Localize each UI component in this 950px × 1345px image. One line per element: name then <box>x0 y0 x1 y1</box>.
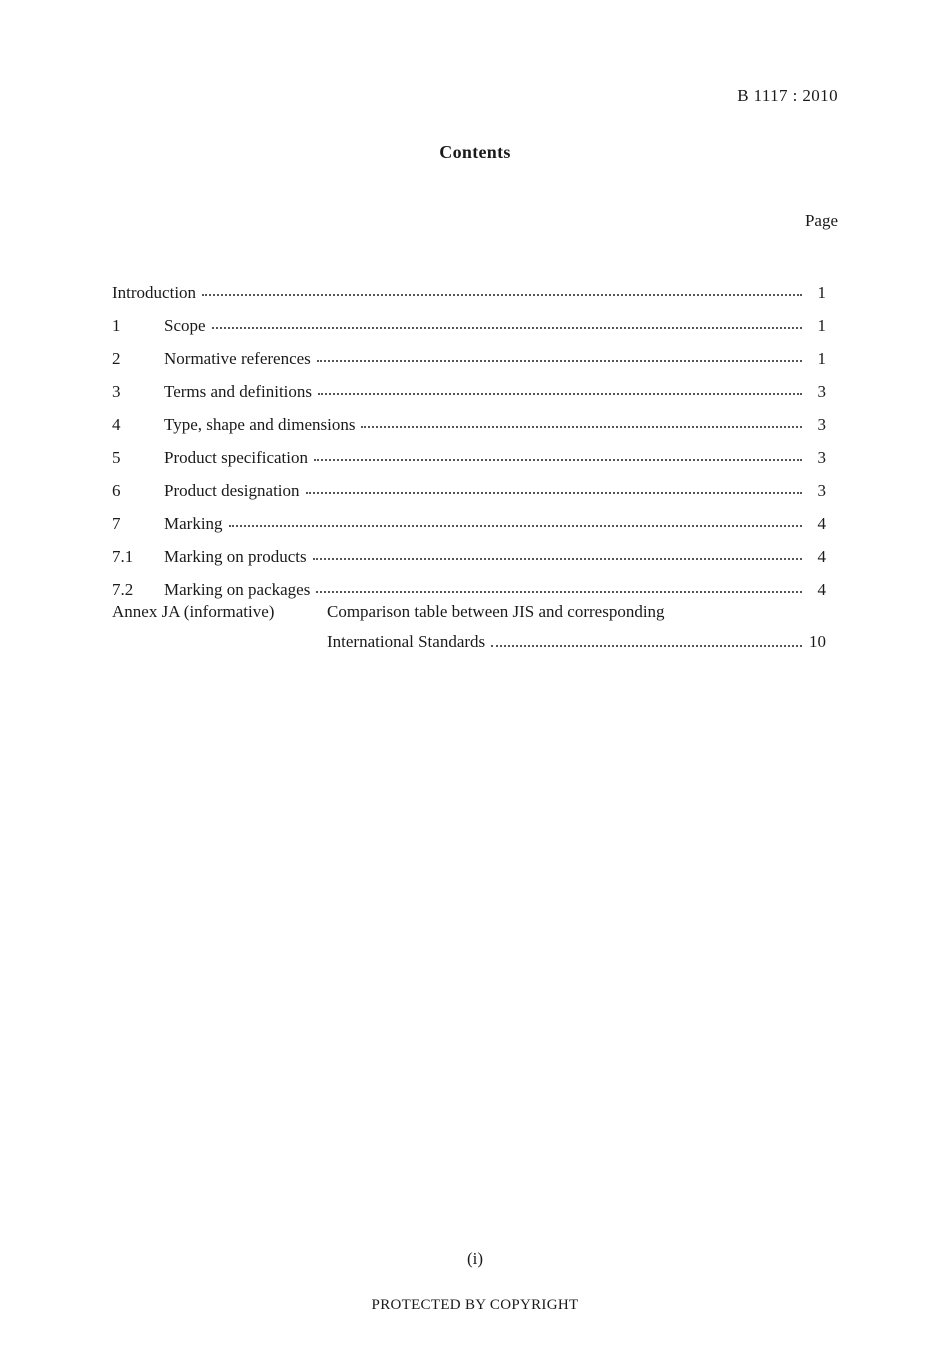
toc-entry-number: 2 <box>112 349 121 368</box>
toc-entry-label: Terms and definitions <box>164 382 313 401</box>
toc-entry[interactable] <box>112 268 826 301</box>
toc-entry-number: 7.1 <box>112 547 134 566</box>
toc-entry-label: Type, shape and dimensions <box>164 415 356 434</box>
toc-entry-page: 4 <box>817 514 826 533</box>
page-title: Contents <box>439 142 511 162</box>
toc-entry-number: 6 <box>112 481 121 500</box>
toc-entry-label: Normative references <box>164 349 311 368</box>
table-of-contents <box>112 268 826 598</box>
toc-entry-number: 3 <box>112 382 121 401</box>
annex-first-line <box>112 592 826 622</box>
toc-entry-page: 3 <box>817 481 826 500</box>
toc-entry-page: 3 <box>817 415 826 434</box>
toc-leader <box>491 645 802 647</box>
annex-title-line1: Comparison table between JIS and corresponding <box>327 602 665 621</box>
toc-entry-page: 4 <box>817 547 826 566</box>
annex-second-line <box>112 622 826 652</box>
toc-leader <box>212 327 802 329</box>
toc-entry[interactable] <box>112 334 826 367</box>
annex-page: 10 <box>809 632 826 651</box>
toc-entry[interactable] <box>112 466 826 499</box>
footer-page-number: (i) <box>466 1249 484 1268</box>
toc-leader <box>229 525 802 527</box>
toc-leader <box>313 558 802 560</box>
toc-leader <box>317 360 802 362</box>
toc-leader <box>314 459 802 461</box>
toc-entry[interactable] <box>112 433 826 466</box>
toc-entry-label: Scope <box>164 316 206 335</box>
toc-leader <box>306 492 802 494</box>
toc-entry[interactable] <box>112 532 826 565</box>
toc-entry[interactable] <box>112 400 826 433</box>
annex-name: Annex JA (informative) <box>112 602 275 621</box>
toc-entry-label: Marking <box>164 514 223 533</box>
toc-entry-page: 1 <box>817 283 826 302</box>
toc-leader <box>202 294 802 296</box>
toc-entry-number: 5 <box>112 448 121 467</box>
toc-entry-label: Marking on products <box>164 547 307 566</box>
toc-leader <box>318 393 802 395</box>
toc-entry-page: 1 <box>817 349 826 368</box>
toc-entry-number: 1 <box>112 316 121 335</box>
toc-entry-annex[interactable] <box>112 592 826 652</box>
standard-number: B 1117 : 2010 <box>737 86 838 105</box>
toc-entry-page: 1 <box>817 316 826 335</box>
toc-entry-label: Product designation <box>164 481 300 500</box>
toc-entry-page: 4 <box>817 580 826 599</box>
toc-entry[interactable] <box>112 301 826 334</box>
toc-entry-label: Product specification <box>164 448 308 467</box>
toc-leader <box>361 426 802 428</box>
toc-entry-page: 3 <box>817 448 826 467</box>
toc-entry-label: Marking on packages <box>164 580 311 599</box>
page-column-label: Page <box>804 211 838 230</box>
toc-entry-number: 4 <box>112 415 121 434</box>
annex-title-line2: International Standards <box>327 632 486 651</box>
toc-entry[interactable] <box>112 367 826 400</box>
toc-entry[interactable] <box>112 499 826 532</box>
toc-entry-number: 7.2 <box>112 580 134 599</box>
toc-entry-label: Introduction <box>112 283 197 302</box>
toc-entry-number: 7 <box>112 514 121 533</box>
toc-entry-page: 3 <box>817 382 826 401</box>
footer-copyright-notice: PROTECTED BY COPYRIGHT <box>371 1297 579 1313</box>
